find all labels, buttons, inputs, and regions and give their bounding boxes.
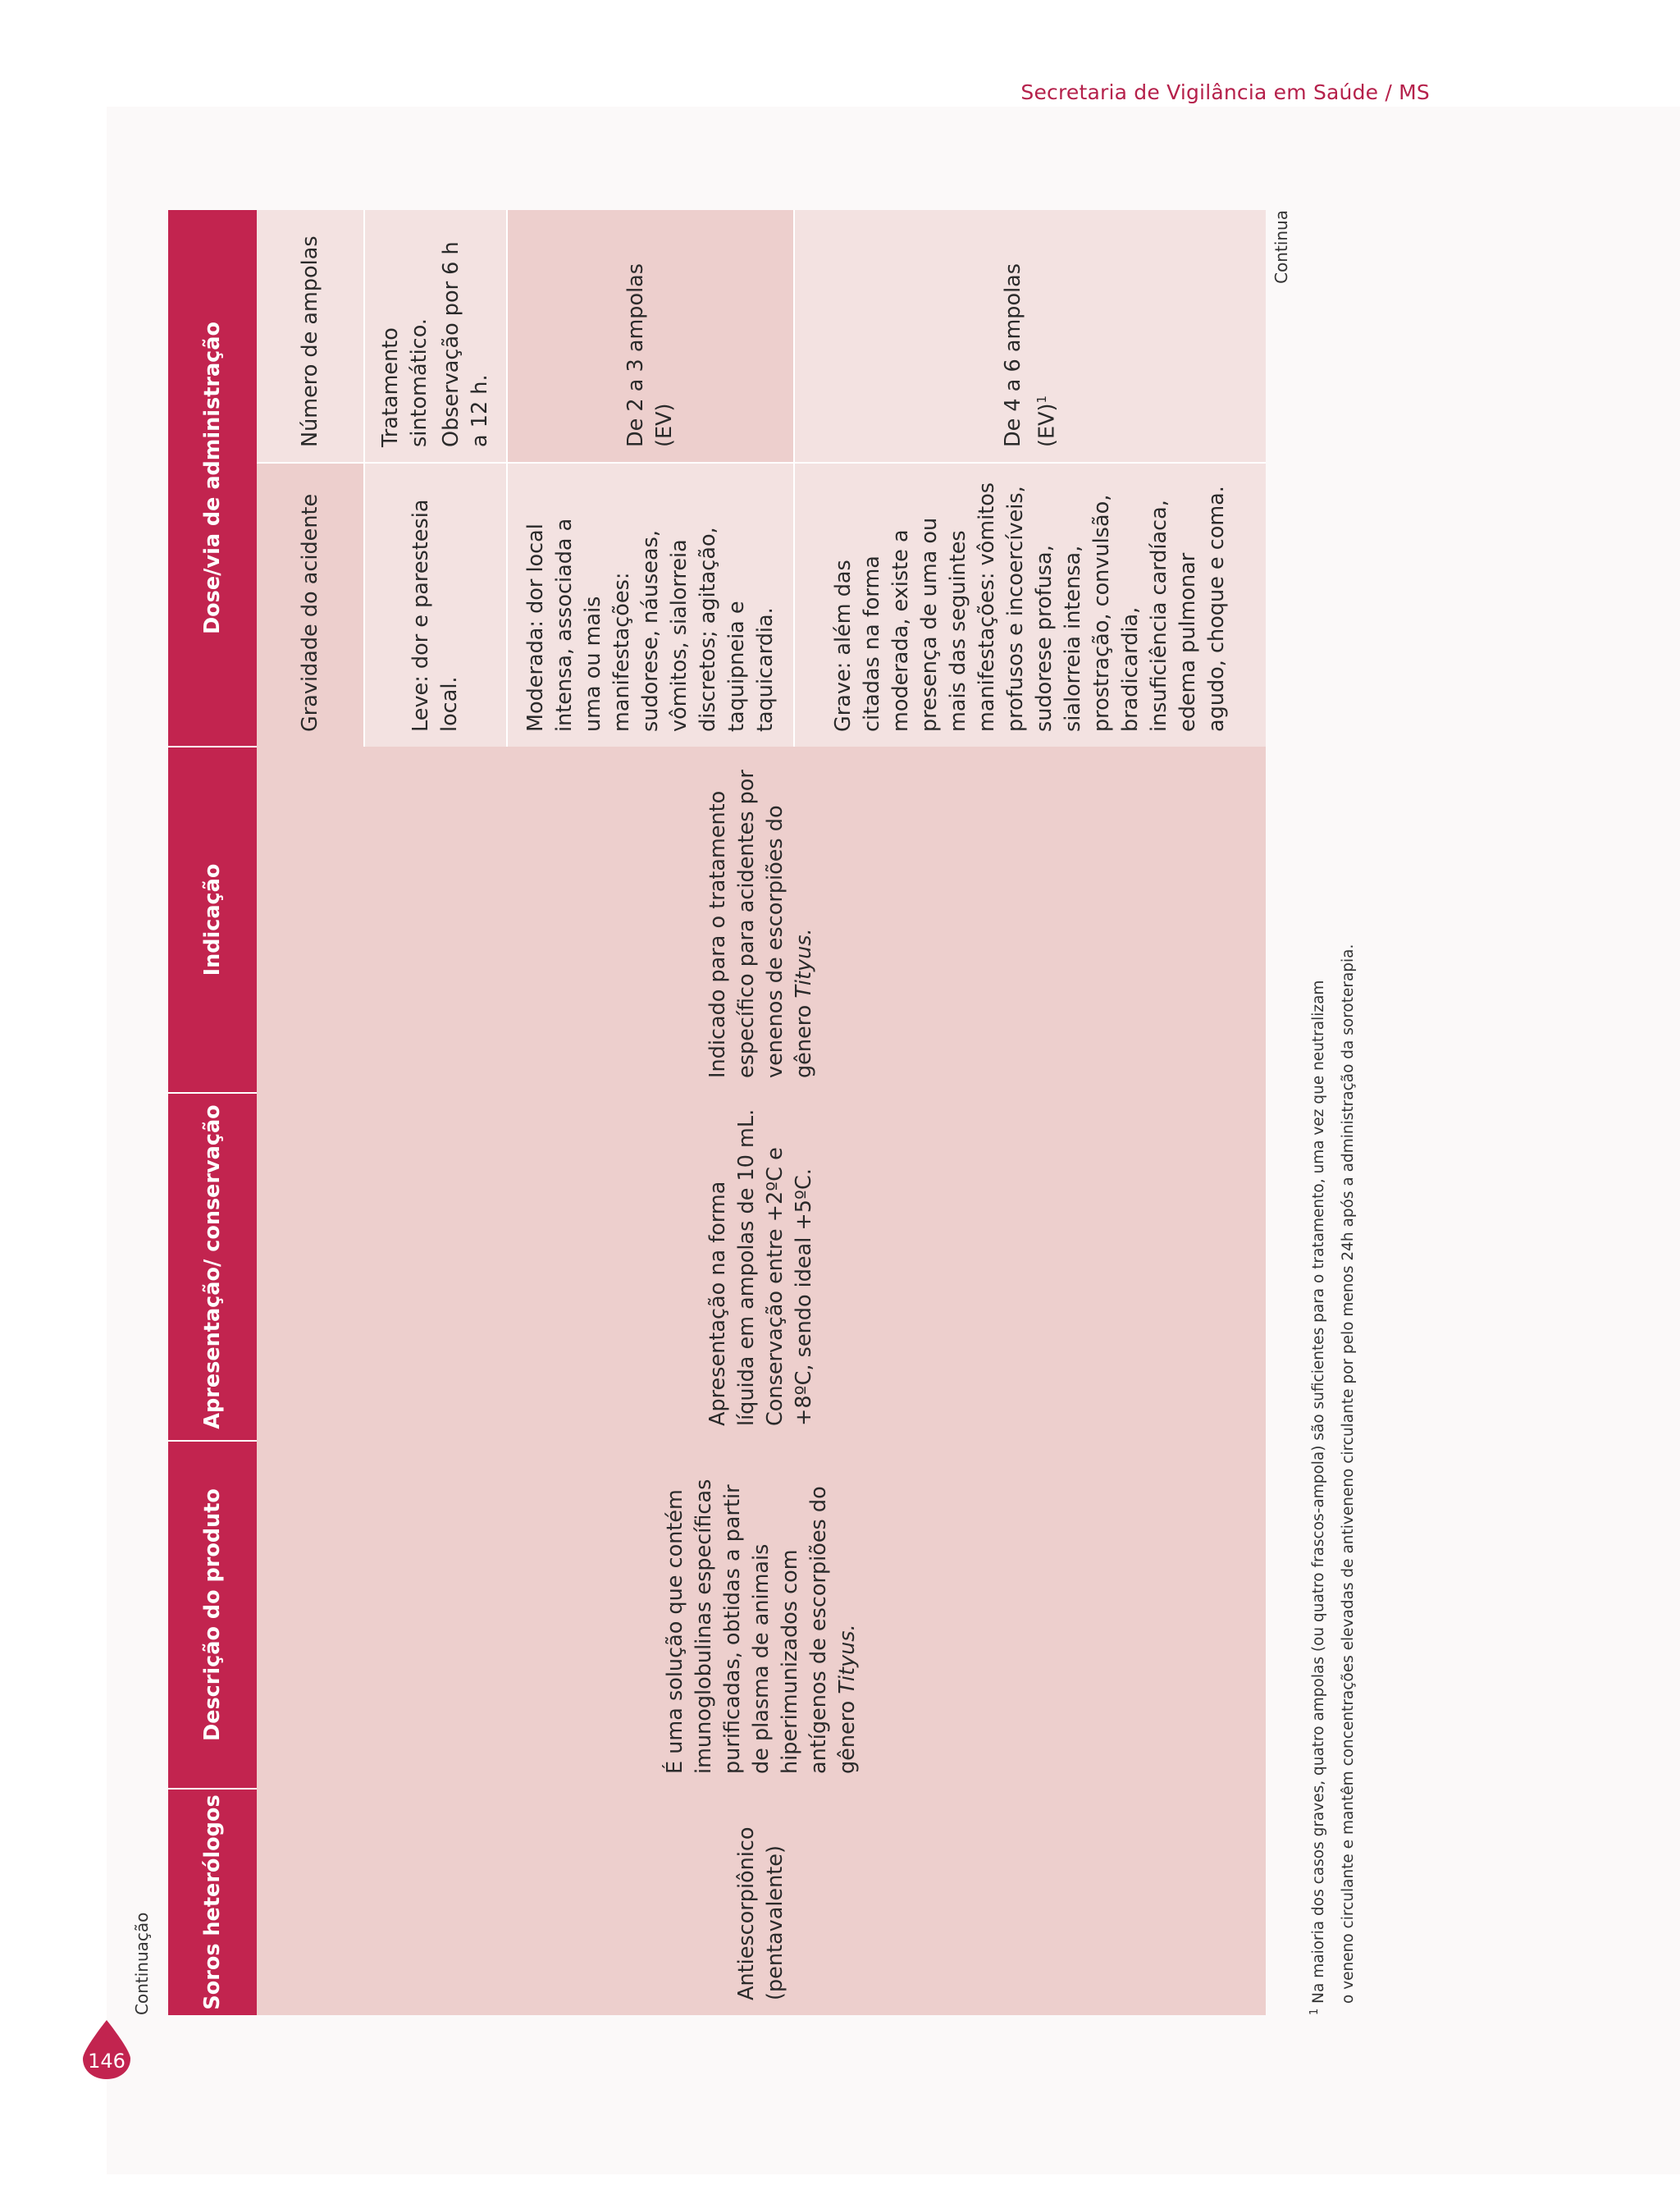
soro-name-cell [257,1789,1266,2015]
footnote [1300,210,1363,2015]
gravidade-moderada: Moderada: dor local intensa, associada a uma ou mais manifestações: sudorese, náuseas, vômitos, sialorreia discretos; agitação, taquipneia e taquicardia. [507,463,794,747]
indicacao-genus: Tityus. [792,928,816,999]
rotated-table-container [132,210,1358,2015]
soros-table [168,210,1266,2015]
ampolas-moderada: De 2 a 3 ampolas (EV) [507,210,794,463]
subheader-gravidade: Gravidade do acidente [257,463,364,747]
soro-name: Antiescorpiônico (pentavalente) [734,1826,788,2000]
subheader-row [257,210,364,2015]
header-dose: Dose/via de administração [168,210,257,747]
apresentacao-cell [257,1093,1266,1441]
ampolas-grave: De 4 a 6 ampolas (EV)$^1$ [794,210,1266,463]
descricao-genus: Tityus. [834,1624,860,1694]
descricao-cell [257,1441,1266,1789]
ampolas-leve: Tratamento sintomático. Observação por 6 h a 12 h. [364,210,507,463]
page-number: 146 [88,2050,126,2073]
continuation-top-label: Continuação [132,1912,152,2015]
apresentacao-text: Apresentação na forma líquida em ampolas de 10 mL. Conservação entre +2ºC e +8ºC, sendo ideal +5ºC. [705,1108,816,1426]
gravidade-leve: Leve: dor e parestesia local. [364,463,507,747]
gravidade-grave: Grave: além das citadas na forma moderada, existe a presença de uma ou mais das seguintes manifestações: vômitos profusos e incoercíveis, sudorese profusa, sialorreia intensa, prostração, convulsão, bradicardia, insuficiência cardíaca, edema pulmonar agudo, choque e coma. [794,463,1266,747]
footnote-line-2: o veneno circulante e mantêm concentrações elevadas de antiveneno circulante por pelo menos 24h após a administração da soroterapia. [1340,944,1358,2004]
header-descricao: Descrição do produto [168,1441,257,1789]
subheader-numero: Número de ampolas [257,210,364,463]
descricao-text: É uma solução que contém imunoglobulinas específicas purificadas, obtidas a partir de plasma de animais hiperimunizados com antígenos de escorpiões do gênero Tityus. [662,1479,860,1774]
table-header-row [168,210,257,2015]
header-soros: Soros heterólogos [168,1789,257,2015]
running-header: Secretaria de Vigilância em Saúde / MS [1020,80,1430,104]
indicacao-text: Indicado para o tratamento específico para acidentes por venenos de escorpiões do gênero Tityus. [705,770,816,1078]
header-apresentacao: Apresentação/ conservação [168,1093,257,1441]
header-indicacao: Indicação [168,747,257,1093]
continuation-bottom-label: Continua [1271,210,1291,284]
indicacao-cell [257,747,1266,1093]
footnote-line-1: $^1$ Na maioria dos casos graves, quatro ampolas (ou quatro frascos-ampola) são suficientes para o tratamento, uma vez que neutralizam [1308,980,1328,2015]
